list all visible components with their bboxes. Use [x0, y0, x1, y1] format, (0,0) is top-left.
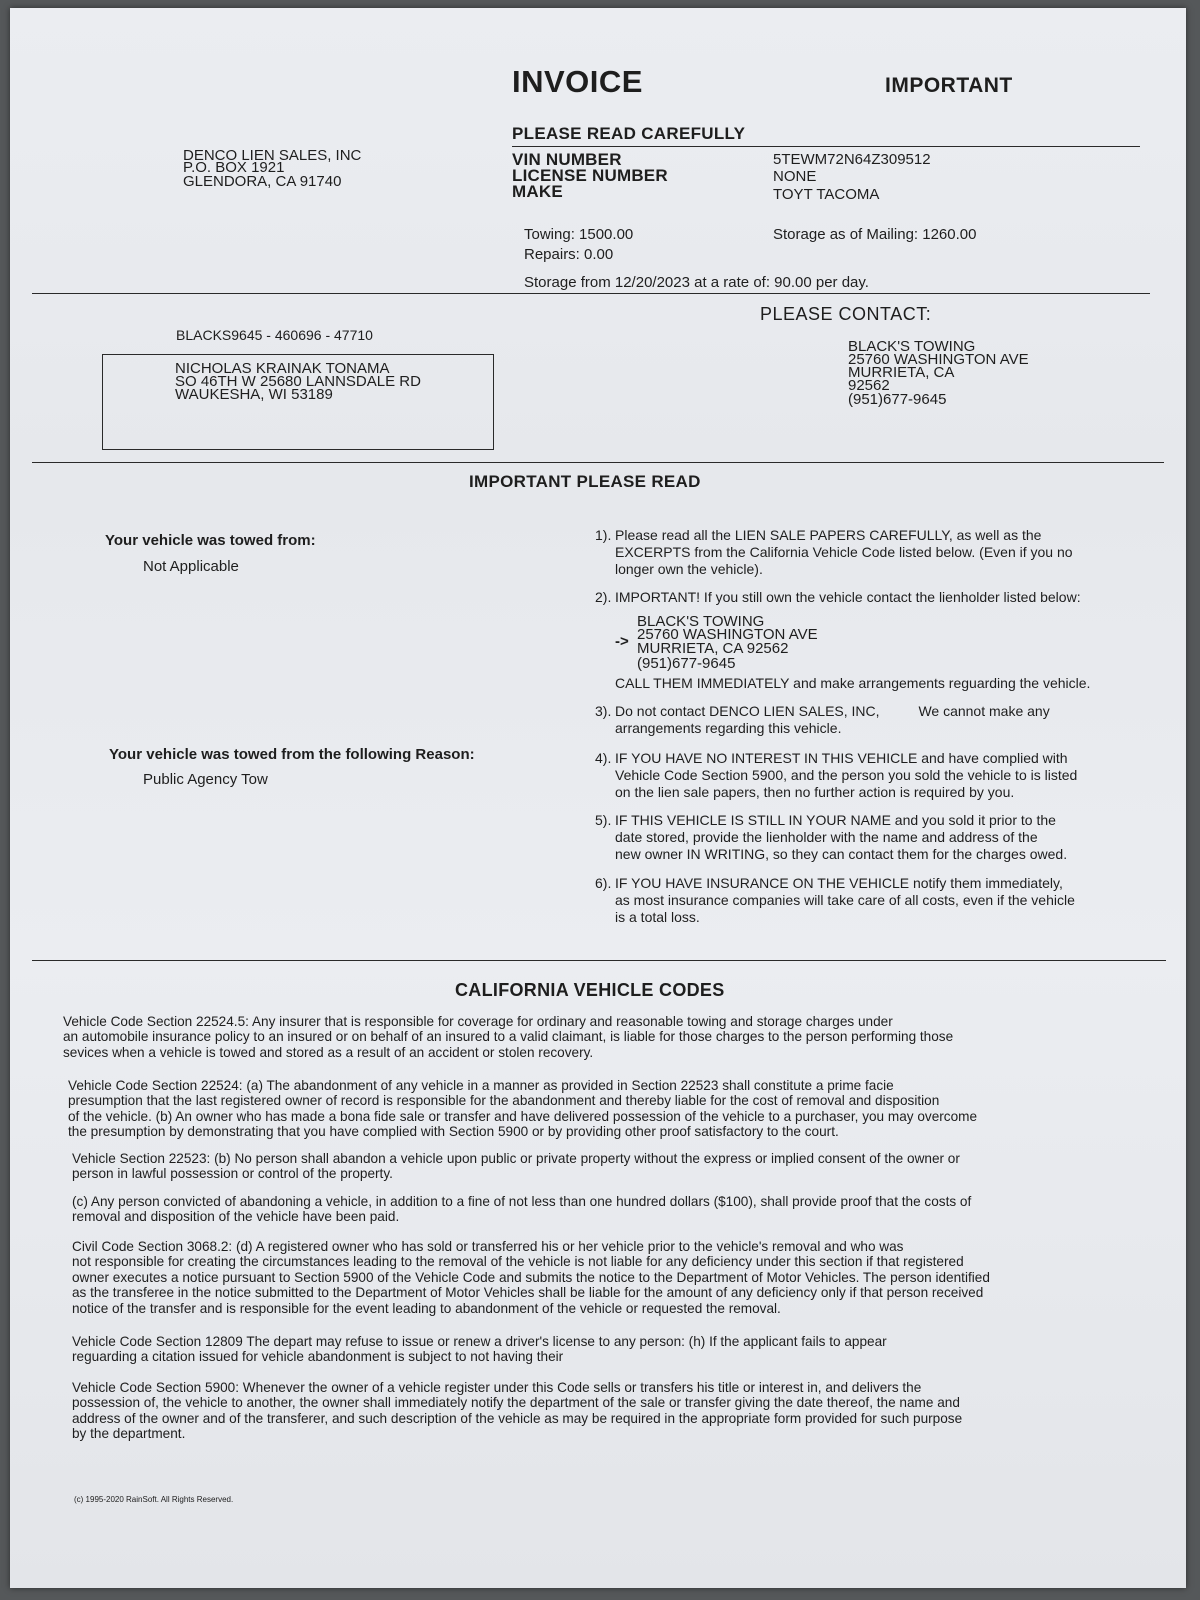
towing-charge: Towing: 1500.00 [524, 226, 634, 243]
instruction-number: 1). [595, 527, 612, 543]
instruction-line: on the lien sale papers, then no further action is required by you. [615, 784, 1015, 800]
instruction-item-1 [595, 527, 1073, 578]
make-label: MAKE [512, 182, 563, 201]
reference-number: BLACKS9645 - 460696 - 47710 [176, 327, 373, 343]
license-label: LICENSE NUMBER [512, 166, 668, 185]
towed-reason-value: Public Agency Tow [143, 771, 268, 788]
towed-from-label: Your vehicle was towed from: [105, 532, 316, 549]
repairs-charge: Repairs: 0.00 [524, 246, 614, 263]
code-section-5900 [72, 1380, 1157, 1442]
code-section-22524-5 [63, 1014, 1148, 1060]
instruction-line: IF YOU HAVE NO INTEREST IN THIS VEHICLE and have complied with [615, 750, 1068, 766]
code-line: notice of the transfer and is responsible for the event leading to abandonment of the vehicle or requested the removal. [72, 1300, 781, 1316]
instruction-line: date stored, provide the lienholder with the name and address of the [615, 829, 1038, 845]
contact-street: 25760 WASHINGTON AVE [848, 351, 1029, 368]
instruction-item-6 [595, 875, 1075, 926]
instruction-number: 5). [595, 812, 612, 828]
instruction-line: arrangements regarding this vehicle. [615, 720, 842, 736]
instruction-line: EXCERPTS from the California Vehicle Code listed below. (Even if you no [615, 544, 1073, 560]
code-line: not responsible for creating the circumstances leading to the removal of the vehicle is not liable for any deficiency under this section if that registered [72, 1254, 964, 1270]
contact-zip: 92562 [848, 377, 890, 394]
code-line: possession of, the vehicle to another, the owner shall immediately notify the department of the sale or transfer giving the date thereof, the name and [72, 1395, 960, 1411]
instruction-line: IF YOU HAVE INSURANCE ON THE VEHICLE notify them immediately, [615, 875, 1063, 891]
contact-name: BLACK'S TOWING [848, 338, 976, 355]
section-rule-1 [32, 293, 1150, 294]
code-line: as the transferee in the notice submitted to the Department of Motor Vehicles shall be liable for the amount of any deficiency only if that person received [72, 1285, 984, 1301]
instruction-item-5 [595, 812, 1067, 863]
make-value: TOYT TACOMA [773, 186, 880, 203]
code-line: of the vehicle. (b) An owner who has made a bona fide sale or transfer and have delivered possession of the vehicle to a purchaser, you may overcome [68, 1108, 978, 1124]
code-line: reguarding a citation issued for vehicle abandonment is subject to not having their [72, 1349, 564, 1365]
please-contact-heading: PLEASE CONTACT: [760, 304, 932, 324]
vin-label: VIN NUMBER [512, 150, 622, 169]
section-rule-2 [32, 462, 1164, 463]
recipient-name: NICHOLAS KRAINAK TONAMA [175, 360, 390, 377]
code-section-12809 [72, 1334, 1157, 1365]
instruction-number: 4). [595, 750, 612, 766]
code-line: Vehicle Code Section 5900: Whenever the owner of a vehicle register under this Code sells or transfers his title or interest in, and delivers the [72, 1380, 922, 1395]
lienholder-phone: (951)677-9645 [637, 655, 736, 672]
instruction-line: IMPORTANT! If you still own the vehicle contact the lienholder listed below: [615, 589, 1081, 605]
code-section-3068-2 [72, 1239, 1157, 1316]
code-line: (c) Any person convicted of abandoning a vehicle, in addition to a fine of not less than one hundred dollars ($100), shall provide proof that the costs of [72, 1194, 972, 1209]
code-line: presumption that the last registered owner of record is responsible for the abandonment and thereby liable for the cost of removal and disposition [68, 1093, 940, 1109]
sender-name: DENCO LIEN SALES, INC [183, 147, 362, 164]
code-line: Vehicle Code Section 12809 The depart may refuse to issue or renew a driver's license to any person: (h) If the applicant fails to appear [72, 1334, 887, 1349]
california-codes-heading: CALIFORNIA VEHICLE CODES [455, 980, 725, 1000]
lienholder-city: MURRIETA, CA 92562 [637, 640, 789, 657]
code-line: sevices when a vehicle is towed and stored as a result of an accident or stolen recovery. [63, 1044, 594, 1060]
code-line: Vehicle Code Section 22524.5: Any insurer that is responsible for coverage for ordinary and reasonable towing and storage charges under [63, 1014, 893, 1029]
code-line: person in lawful possession or control of the property. [72, 1166, 393, 1182]
code-section-22523-c [72, 1194, 1157, 1225]
instruction-line: Do not contact DENCO LIEN SALES, INC, We cannot make any [615, 703, 1050, 719]
storage-mailing-charge: Storage as of Mailing: 1260.00 [773, 226, 977, 243]
code-line: Civil Code Section 3068.2: (d) A registered owner who has sold or transferred his or her vehicle prior to the vehicle's removal and who was [72, 1239, 904, 1254]
code-line: Vehicle Section 22523: (b) No person shall abandon a vehicle upon public or private property without the express or implied consent of the owner or [72, 1151, 960, 1166]
instruction-line: longer own the vehicle). [615, 561, 763, 577]
code-section-22524 [68, 1078, 1153, 1140]
instruction-number: 2). [595, 589, 612, 605]
sender-city: GLENDORA, CA 91740 [183, 173, 342, 190]
instruction-line: IF THIS VEHICLE IS STILL IN YOUR NAME and you sold it prior to the [615, 812, 1056, 828]
code-line: an automobile insurance policy to an insured or on behalf of an insured to a valid claimant, is liable for those charges to the person performing those [63, 1029, 954, 1045]
instruction-item-4 [595, 750, 1077, 801]
instruction-line: Please read all the LIEN SALE PAPERS CAREFULLY, as well as the [615, 527, 1042, 543]
instruction-item-2 [595, 589, 1081, 606]
instruction-line: new owner IN WRITING, so they can contact them for the charges owed. [615, 846, 1068, 862]
important-label: IMPORTANT [885, 74, 1013, 97]
towed-from-value: Not Applicable [143, 558, 239, 575]
recipient-street: SO 46TH W 25680 LANNSDALE RD [175, 373, 421, 390]
lienholder-street: 25760 WASHINGTON AVE [637, 626, 818, 643]
instruction-line: Vehicle Code Section 5900, and the person you sold the vehicle to is listed [615, 767, 1078, 783]
instruction-line: as most insurance companies will take care of all costs, even if the vehicle [615, 892, 1075, 908]
contact-phone: (951)677-9645 [848, 391, 947, 408]
instruction-number: 6). [595, 875, 612, 891]
instruction-item-3 [595, 703, 1050, 737]
code-line: the presumption by demonstrating that you have complied with Section 5900 or by providing other proof satisfactory to the court. [68, 1124, 839, 1140]
instruction-number: 3). [595, 703, 612, 719]
code-line: removal and disposition of the vehicle have been paid. [72, 1209, 400, 1225]
instruction-line: is a total loss. [615, 909, 700, 925]
contact-city: MURRIETA, CA [848, 364, 955, 381]
code-line: Vehicle Code Section 22524: (a) The abandonment of any vehicle in a manner as provided in Section 22523 shall constitute a prime facie [68, 1078, 894, 1093]
vin-value: 5TEWM72N64Z309512 [773, 151, 931, 168]
please-read-carefully: PLEASE READ CAREFULLY [512, 124, 746, 143]
code-section-22523 [72, 1151, 1157, 1182]
arrow-icon: -> [615, 633, 629, 650]
sender-po-box: P.O. BOX 1921 [183, 159, 285, 176]
copyright-notice: (c) 1995-2020 RainSoft. All Rights Reserved. [74, 1495, 234, 1504]
code-line: address of the owner and of the transferer, and such description of the vehicle as may be required in the appropriate form provided for such purpose [72, 1410, 963, 1426]
important-please-read-heading: IMPORTANT PLEASE READ [469, 472, 701, 491]
license-value: NONE [773, 168, 817, 185]
storage-rate: Storage from 12/20/2023 at a rate of: 90.00 per day. [524, 274, 869, 291]
invoice-title: INVOICE [512, 64, 643, 99]
header-rule [512, 146, 1140, 147]
call-immediately: CALL THEM IMMEDIATELY and make arrangements reguarding the vehicle. [615, 675, 1091, 691]
section-rule-3 [32, 960, 1166, 961]
recipient-city: WAUKESHA, WI 53189 [175, 386, 333, 403]
code-line: owner executes a notice pursuant to Section 5900 of the Vehicle Code and submits the notice to the Department of Motor Vehicles. The person identified [72, 1269, 990, 1285]
lienholder-name: BLACK'S TOWING [637, 613, 765, 630]
code-line: by the department. [72, 1426, 186, 1442]
towed-reason-label: Your vehicle was towed from the following Reason: [109, 746, 475, 763]
